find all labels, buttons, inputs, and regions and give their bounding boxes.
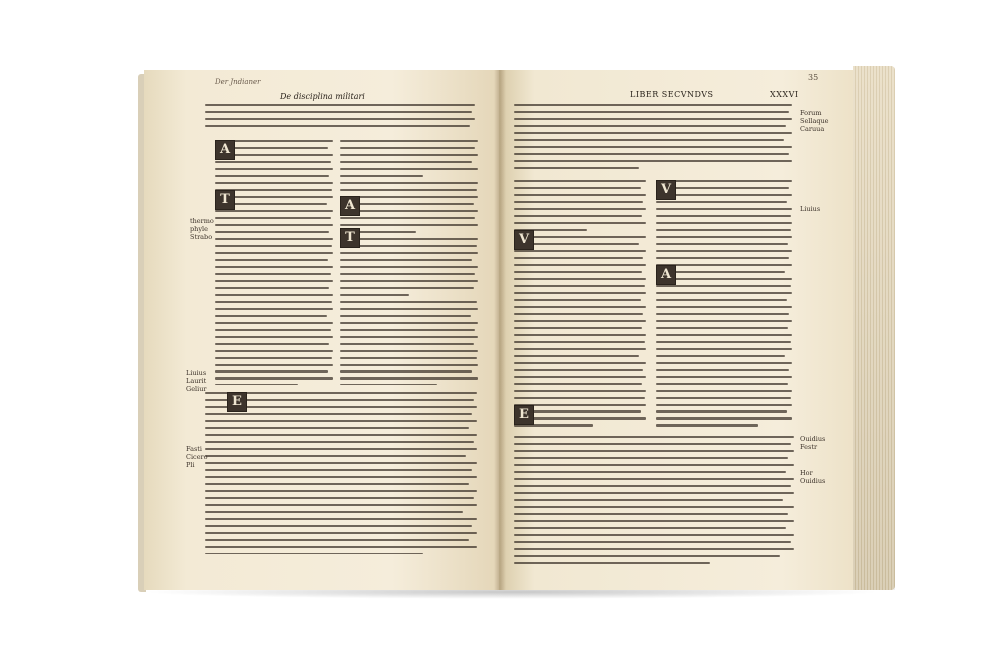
- margin-note: Pli: [186, 461, 195, 469]
- margin-note: Sellaque: [800, 117, 829, 125]
- decorated-initial: T: [215, 190, 235, 210]
- margin-note: thermo: [190, 217, 214, 225]
- decorated-initial: V: [514, 230, 534, 250]
- margin-note: Liuius: [800, 205, 821, 213]
- left-top-paragraph: [205, 104, 475, 134]
- margin-note: Geliur: [186, 385, 207, 393]
- decorated-initial: E: [227, 392, 247, 412]
- left-page-title: De disciplina militari: [280, 92, 365, 101]
- folio-number: XXXVI: [770, 90, 799, 99]
- pencil-page-number: 35: [808, 73, 819, 82]
- margin-note: Liuius: [186, 369, 207, 377]
- margin-note: Forum: [800, 109, 822, 117]
- margin-note: Cicero: [186, 453, 208, 461]
- decorated-initial: A: [340, 196, 360, 216]
- book-gutter: [494, 70, 506, 590]
- margin-note: Ouidius: [800, 477, 826, 485]
- right-top-paragraph: [514, 104, 792, 176]
- right-bottom-paragraph: [514, 436, 794, 566]
- margin-note: Caruua: [800, 125, 825, 133]
- left-bottom-paragraph: [205, 392, 477, 554]
- decorated-initial: V: [656, 180, 676, 200]
- left-page-column-2: [340, 140, 478, 385]
- handwritten-note: Der Jndianer: [215, 78, 261, 86]
- decorated-initial: A: [215, 140, 235, 160]
- margin-note: phyle: [190, 225, 208, 233]
- page-fore-edge: [853, 66, 895, 590]
- right-page-column-2: [656, 180, 792, 430]
- decorated-initial: A: [656, 265, 676, 285]
- margin-note: Strabo: [190, 233, 213, 241]
- margin-note: Festr: [800, 443, 818, 451]
- margin-note: Hor: [800, 469, 813, 477]
- decorated-initial: E: [514, 405, 534, 425]
- right-page-column-1: [514, 180, 646, 430]
- margin-note: Fasti: [186, 445, 202, 453]
- left-page-column-1: [215, 140, 333, 385]
- margin-note: Laurit: [186, 377, 207, 385]
- margin-note: Ouidius: [800, 435, 826, 443]
- decorated-initial: T: [340, 228, 360, 248]
- running-head: LIBER SECVNDVS: [630, 90, 714, 99]
